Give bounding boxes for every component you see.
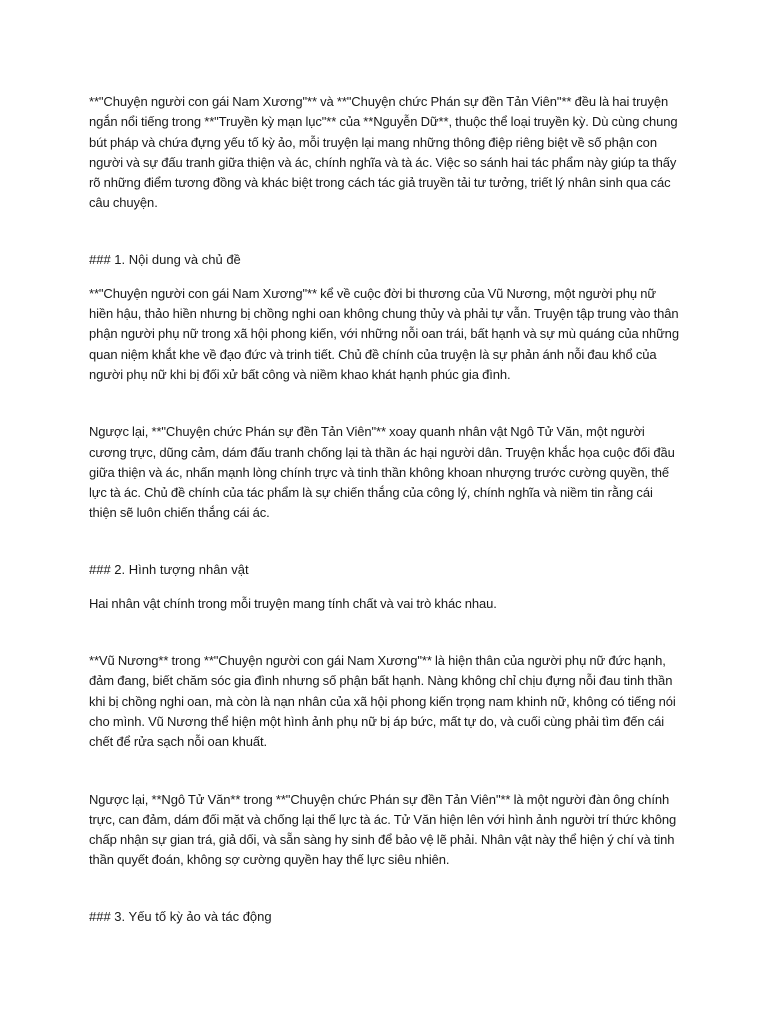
section-2-paragraph-ngo-tu-van: Ngược lại, **Ngô Tử Văn** trong **"Chuyện chức Phán sự đền Tản Viên"** là một người đàn ông chính trực, can đảm, dám đối mặt và chống lại thế lực tà ác. Tử Văn hiện lên với hình ảnh người trí thức không chấp nhận sự gian trá, giả dối, và sẵn sàng hy sinh để bảo vệ lẽ phải. Nhân vật này thể hiện ý chí và tinh thần quyết đoán, không sợ cường quyền hay thế lực siêu nhiên. [89, 791, 677, 868]
section-2-paragraph-vu-nuong: **Vũ Nương** trong **"Chuyện người con gái Nam Xương"** là hiện thân của người phụ nữ đức hạnh, đảm đang, biết chăm sóc gia đình nhưng số phận bất hạnh. Nàng không chỉ chịu đựng nỗi đau tinh thần khi bị chồng nghi oan, mà còn là nạn nhân của xã hội phong kiến trọng nam khinh nữ, không có tiếng nói cho mình. Vũ Nương thể hiện một hình ảnh phụ nữ bị áp bức, mất tự do, và cuối cùng phải tìm đến cái chết để rửa sạch nỗi oan khuất. [89, 653, 676, 750]
heading-gap [89, 580, 679, 594]
paragraph-gap [89, 385, 679, 422]
paragraph-gap [89, 753, 679, 790]
intro-paragraph: **"Chuyện người con gái Nam Xương"** và **"Chuyện chức Phán sự đền Tản Viên"** đều là hai truyện ngắn nổi tiếng trong **"Truyền kỳ mạn lục"** của **Nguyễn Dữ**, thuộc thể loại truyền kỳ. Dù cùng chung bút pháp và chứa đựng yếu tố kỳ ảo, mỗi truyện lại mang những thông điệp riêng biệt về số phận con người và sự đấu tranh giữa thiện và ác, chính nghĩa và tà ác. Việc so sánh hai tác phẩm này giúp ta thấy rõ những điểm tương đồng và khác biệt trong cách tác giả truyền tải tư tưởng, triết lý nhân sinh qua các câu chuyện. [89, 94, 678, 211]
section-heading-3: ### 3. Yếu tố kỳ ảo và tác động [89, 908, 272, 924]
paragraph-gap [89, 214, 679, 250]
paragraph-gap [89, 524, 679, 560]
section-1-paragraph-2: Ngược lại, **"Chuyện chức Phán sự đền Tản Viên"** xoay quanh nhân vật Ngô Tử Văn, một người cương trực, dũng cảm, dám đấu tranh chống lại tà thần ác hại người dân. Truyện khắc họa cuộc đối đầu giữa thiện và ác, nhấn mạnh lòng chính trực và tinh thần không khoan nhượng trước cường quyền, thế lực tà ác. Chủ đề chính của tác phẩm là sự chiến thắng của công lý, chính nghĩa và niềm tin rằng cái thiện sẽ luôn chiến thắng cái ác. [89, 424, 675, 521]
section-heading-1: ### 1. Nội dung và chủ đề [89, 251, 241, 267]
section-heading-2: ### 2. Hình tượng nhân vật [89, 561, 249, 577]
paragraph-gap [89, 614, 679, 651]
section-1-paragraph-1: **"Chuyện người con gái Nam Xương"** kể về cuộc đời bi thương của Vũ Nương, một người phụ nữ hiền hậu, thảo hiền nhưng bị chồng nghi oan không chung thủy và phải tự vẫn. Truyện tập trung vào thân phận người phụ nữ trong xã hội phong kiến, với những nỗi oan trái, bất hạnh và sự mù quáng của những quan niệm khắt khe về đạo đức và trinh tiết. Chủ đề chính của truyện là sự phản ánh nỗi đau khổ của người phụ nữ khi bị đối xử bất công và niềm khao khát hạnh phúc gia đình. [89, 285, 679, 382]
heading-gap [89, 270, 679, 284]
document-body [89, 92, 679, 927]
paragraph-gap [89, 871, 679, 907]
section-2-intro: Hai nhân vật chính trong mỗi truyện mang tính chất và vai trò khác nhau. [89, 595, 497, 611]
